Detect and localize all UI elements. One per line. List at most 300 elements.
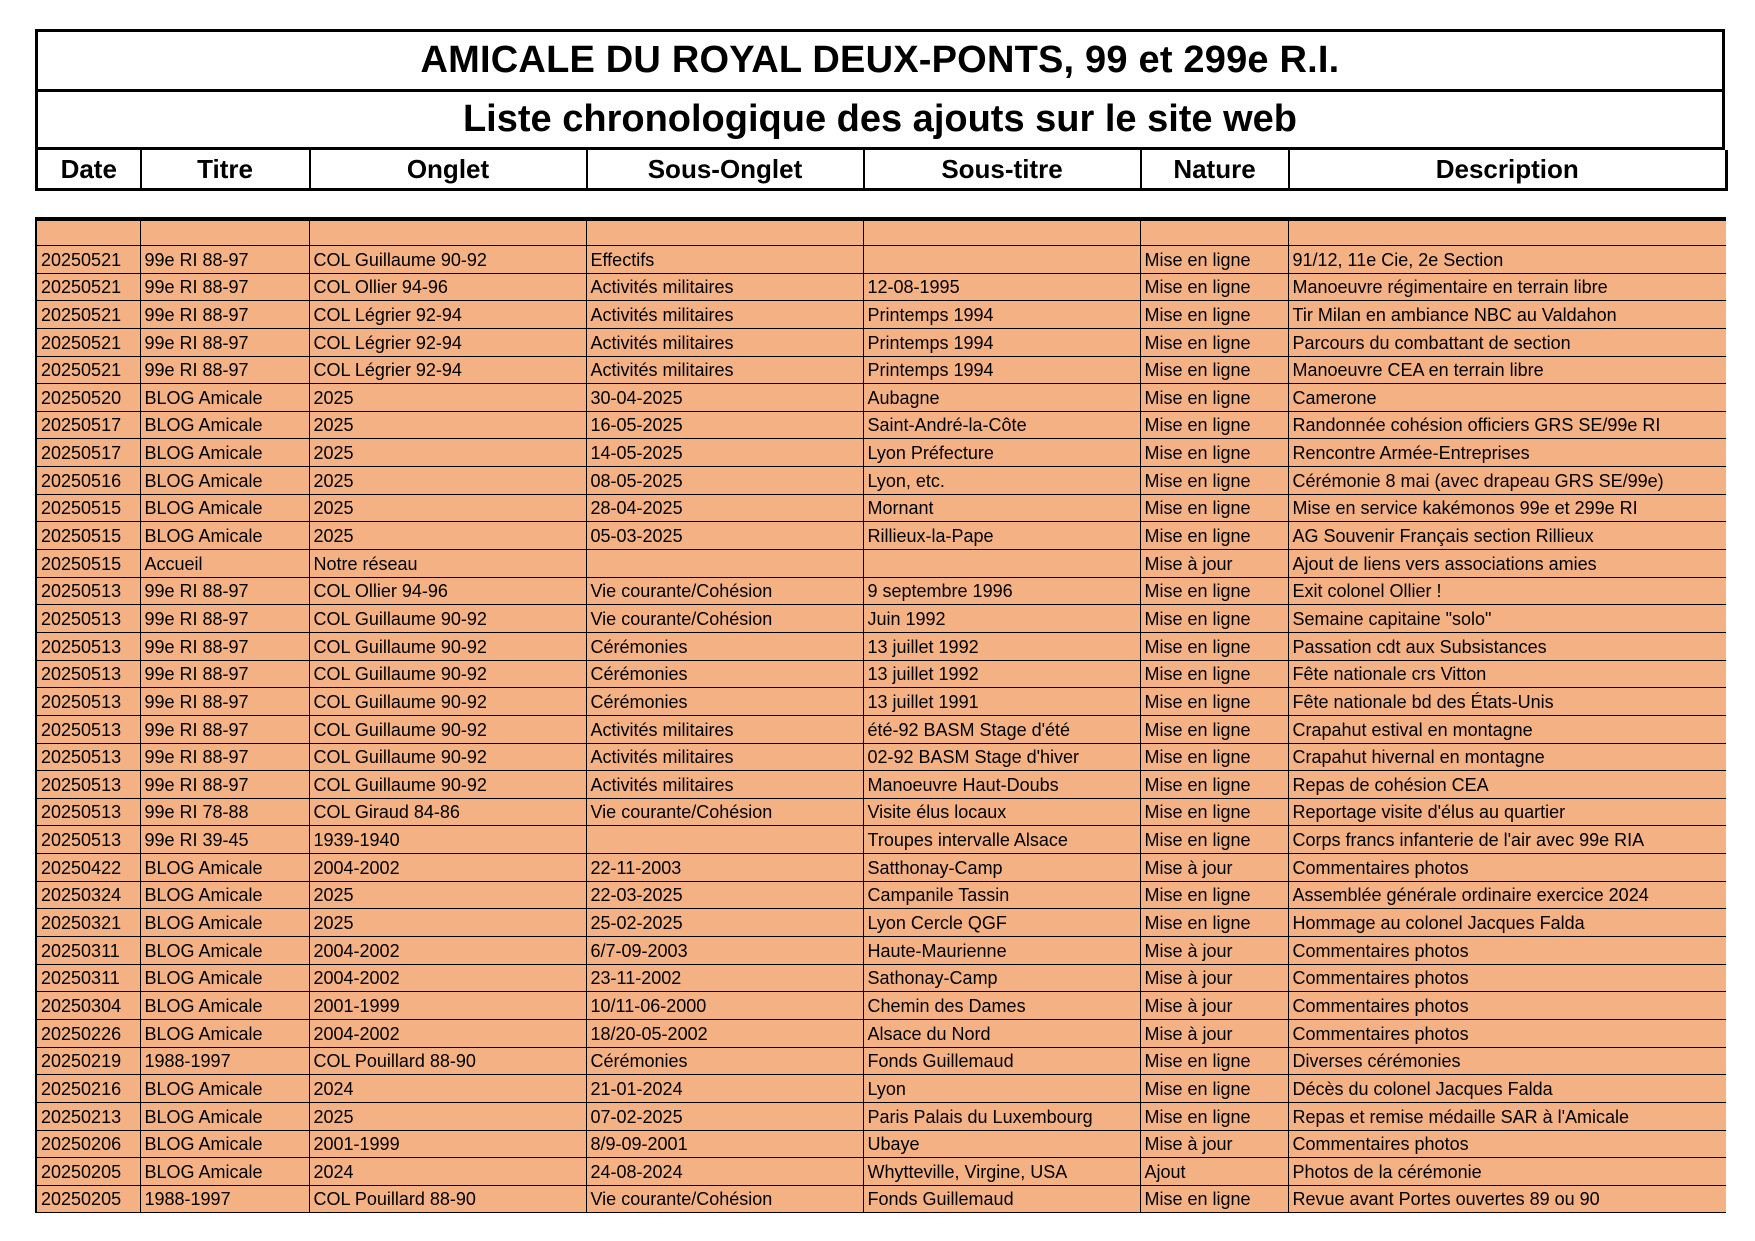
table-row [36, 881, 1726, 909]
cell-titre: BLOG Amicale [140, 1158, 309, 1186]
cell-sous-titre: Campanile Tassin [863, 881, 1140, 909]
cell-date: 20250205 [36, 1185, 140, 1213]
cell-date: 20250311 [36, 964, 140, 992]
cell-description: Tir Milan en ambiance NBC au Valdahon [1288, 301, 1726, 329]
column-header-titre: Titre [141, 150, 310, 190]
cell-onglet: 2001-1999 [309, 1130, 586, 1158]
cell-titre: 99e RI 88-97 [140, 356, 309, 384]
cell-onglet: COL Guillaume 90-92 [309, 715, 586, 743]
cell-sous-onglet: 07-02-2025 [586, 1102, 863, 1130]
cell-date: 20250513 [36, 771, 140, 799]
table-row [36, 1158, 1726, 1186]
cell-sous-titre: Rillieux-la-Pape [863, 522, 1140, 550]
cell-sous-titre: Paris Palais du Luxembourg [863, 1102, 1140, 1130]
cell-description: Manoeuvre régimentaire en terrain libre [1288, 273, 1726, 301]
cell-date: 20250513 [36, 660, 140, 688]
table-cell [36, 219, 140, 246]
cell-description: Repas de cohésion CEA [1288, 771, 1726, 799]
cell-nature: Mise en ligne [1140, 743, 1288, 771]
cell-date: 20250521 [36, 273, 140, 301]
cell-date: 20250521 [36, 328, 140, 356]
cell-nature: Mise en ligne [1140, 577, 1288, 605]
column-header-row [37, 150, 1727, 190]
cell-description: Commentaires photos [1288, 1019, 1726, 1047]
cell-date: 20250304 [36, 992, 140, 1020]
cell-description: 91/12, 11e Cie, 2e Section [1288, 246, 1726, 274]
cell-titre: 99e RI 88-97 [140, 328, 309, 356]
cell-titre: 99e RI 88-97 [140, 688, 309, 716]
cell-description: Rencontre Armée-Entreprises [1288, 439, 1726, 467]
table-row [36, 384, 1726, 412]
cell-description: Repas et remise médaille SAR à l'Amicale [1288, 1102, 1726, 1130]
cell-sous-onglet: Cérémonies [586, 660, 863, 688]
cell-date: 20250513 [36, 632, 140, 660]
column-header-sous-titre: Sous-titre [864, 150, 1141, 190]
table-row [36, 909, 1726, 937]
table-row [36, 605, 1726, 633]
cell-nature: Mise à jour [1140, 992, 1288, 1020]
cell-description: Passation cdt aux Subsistances [1288, 632, 1726, 660]
cell-sous-titre: Aubagne [863, 384, 1140, 412]
cell-sous-onglet: Activités militaires [586, 356, 863, 384]
cell-date: 20250520 [36, 384, 140, 412]
table-row [36, 1185, 1726, 1213]
column-header-sous-onglet: Sous-Onglet [587, 150, 864, 190]
column-header-table [35, 150, 1728, 191]
cell-titre: BLOG Amicale [140, 854, 309, 882]
table-row [36, 660, 1726, 688]
cell-date: 20250206 [36, 1130, 140, 1158]
table-row [36, 743, 1726, 771]
cell-nature: Mise en ligne [1140, 1075, 1288, 1103]
cell-sous-titre: 12-08-1995 [863, 273, 1140, 301]
cell-date: 20250513 [36, 605, 140, 633]
cell-sous-onglet: Effectifs [586, 246, 863, 274]
cell-description: Cérémonie 8 mai (avec drapeau GRS SE/99e) [1288, 467, 1726, 495]
table-row [36, 577, 1726, 605]
cell-onglet: 2004-2002 [309, 937, 586, 965]
cell-description: Ajout de liens vers associations amies [1288, 550, 1726, 578]
table-row [36, 246, 1726, 274]
cell-sous-onglet: 18/20-05-2002 [586, 1019, 863, 1047]
cell-onglet: 2004-2002 [309, 854, 586, 882]
cell-sous-onglet: 22-03-2025 [586, 881, 863, 909]
table-cell [1140, 219, 1288, 246]
cell-onglet: 1939-1940 [309, 826, 586, 854]
cell-onglet: COL Guillaume 90-92 [309, 771, 586, 799]
cell-onglet: COL Ollier 94-96 [309, 273, 586, 301]
cell-sous-onglet: 14-05-2025 [586, 439, 863, 467]
table-row [36, 1075, 1726, 1103]
cell-sous-titre: Satthonay-Camp [863, 854, 1140, 882]
document-title: AMICALE DU ROYAL DEUX-PONTS, 99 et 299e R.I. [35, 29, 1725, 89]
cell-nature: Mise en ligne [1140, 771, 1288, 799]
cell-sous-onglet: Vie courante/Cohésion [586, 1185, 863, 1213]
cell-titre: BLOG Amicale [140, 467, 309, 495]
cell-sous-titre: 02-92 BASM Stage d'hiver [863, 743, 1140, 771]
cell-sous-onglet: Vie courante/Cohésion [586, 798, 863, 826]
cell-date: 20250517 [36, 411, 140, 439]
cell-date: 20250521 [36, 301, 140, 329]
cell-sous-titre: Printemps 1994 [863, 301, 1140, 329]
cell-sous-titre: Whytteville, Virgine, USA [863, 1158, 1140, 1186]
cell-onglet: 2025 [309, 522, 586, 550]
cell-sous-titre: Sathonay-Camp [863, 964, 1140, 992]
column-header-date: Date [37, 150, 141, 190]
cell-nature: Ajout [1140, 1158, 1288, 1186]
cell-description: Commentaires photos [1288, 1130, 1726, 1158]
cell-nature: Mise en ligne [1140, 384, 1288, 412]
cell-sous-onglet: 23-11-2002 [586, 964, 863, 992]
cell-onglet: COL Giraud 84-86 [309, 798, 586, 826]
cell-sous-onglet: 22-11-2003 [586, 854, 863, 882]
cell-nature: Mise en ligne [1140, 494, 1288, 522]
cell-titre: 99e RI 78-88 [140, 798, 309, 826]
cell-sous-onglet: Cérémonies [586, 688, 863, 716]
cell-description: AG Souvenir Français section Rillieux [1288, 522, 1726, 550]
cell-date: 20250513 [36, 688, 140, 716]
cell-titre: BLOG Amicale [140, 909, 309, 937]
cell-date: 20250515 [36, 522, 140, 550]
cell-description: Crapahut estival en montagne [1288, 715, 1726, 743]
cell-description: Hommage au colonel Jacques Falda [1288, 909, 1726, 937]
cell-onglet: COL Guillaume 90-92 [309, 246, 586, 274]
cell-sous-onglet: 08-05-2025 [586, 467, 863, 495]
cell-nature: Mise en ligne [1140, 660, 1288, 688]
table-row [36, 411, 1726, 439]
cell-titre: 99e RI 88-97 [140, 660, 309, 688]
cell-sous-titre: Juin 1992 [863, 605, 1140, 633]
cell-sous-titre: Printemps 1994 [863, 356, 1140, 384]
table-cell [1288, 219, 1726, 246]
cell-date: 20250422 [36, 854, 140, 882]
cell-sous-titre: Saint-André-la-Côte [863, 411, 1140, 439]
cell-description: Randonnée cohésion officiers GRS SE/99e RI [1288, 411, 1726, 439]
cell-sous-titre: Printemps 1994 [863, 328, 1140, 356]
table-cell [863, 219, 1140, 246]
cell-date: 20250515 [36, 494, 140, 522]
cell-date: 20250219 [36, 1047, 140, 1075]
cell-sous-onglet: 28-04-2025 [586, 494, 863, 522]
cell-description: Commentaires photos [1288, 964, 1726, 992]
cell-sous-onglet [586, 826, 863, 854]
cell-sous-titre: 13 juillet 1992 [863, 632, 1140, 660]
cell-date: 20250321 [36, 909, 140, 937]
cell-sous-titre: été-92 BASM Stage d'été [863, 715, 1140, 743]
cell-nature: Mise à jour [1140, 937, 1288, 965]
cell-sous-titre: Haute-Maurienne [863, 937, 1140, 965]
cell-onglet: 2025 [309, 881, 586, 909]
cell-titre: BLOG Amicale [140, 439, 309, 467]
cell-description: Mise en service kakémonos 99e et 299e RI [1288, 494, 1726, 522]
cell-onglet: Notre réseau [309, 550, 586, 578]
cell-nature: Mise en ligne [1140, 439, 1288, 467]
cell-description: Revue avant Portes ouvertes 89 ou 90 [1288, 1185, 1726, 1213]
cell-description: Parcours du combattant de section [1288, 328, 1726, 356]
table-row [36, 1019, 1726, 1047]
cell-sous-titre: 13 juillet 1991 [863, 688, 1140, 716]
table-row [36, 964, 1726, 992]
table-cell [309, 219, 586, 246]
cell-sous-onglet: 8/9-09-2001 [586, 1130, 863, 1158]
cell-sous-onglet [586, 550, 863, 578]
table-row [36, 356, 1726, 384]
cell-date: 20250513 [36, 743, 140, 771]
cell-date: 20250513 [36, 826, 140, 854]
cell-onglet: COL Légrier 92-94 [309, 328, 586, 356]
cell-titre: BLOG Amicale [140, 494, 309, 522]
cell-sous-titre: 9 septembre 1996 [863, 577, 1140, 605]
cell-sous-onglet: Cérémonies [586, 632, 863, 660]
cell-onglet: 2024 [309, 1158, 586, 1186]
cell-titre: BLOG Amicale [140, 522, 309, 550]
cell-nature: Mise en ligne [1140, 715, 1288, 743]
cell-description: Exit colonel Ollier ! [1288, 577, 1726, 605]
cell-onglet: 2025 [309, 439, 586, 467]
cell-sous-titre [863, 550, 1140, 578]
cell-sous-titre: Lyon Préfecture [863, 439, 1140, 467]
cell-date: 20250521 [36, 246, 140, 274]
cell-titre: BLOG Amicale [140, 881, 309, 909]
cell-onglet: 2004-2002 [309, 964, 586, 992]
data-table-wrapper [35, 217, 1725, 1213]
table-cell [140, 219, 309, 246]
cell-nature: Mise en ligne [1140, 1047, 1288, 1075]
cell-sous-onglet: Activités militaires [586, 743, 863, 771]
cell-sous-onglet: 05-03-2025 [586, 522, 863, 550]
cell-sous-titre: Manoeuvre Haut-Doubs [863, 771, 1140, 799]
table-row [36, 1102, 1726, 1130]
cell-titre: BLOG Amicale [140, 1019, 309, 1047]
cell-description: Décès du colonel Jacques Falda [1288, 1075, 1726, 1103]
cell-onglet: COL Guillaume 90-92 [309, 743, 586, 771]
cell-sous-onglet: Vie courante/Cohésion [586, 605, 863, 633]
cell-description: Manoeuvre CEA en terrain libre [1288, 356, 1726, 384]
cell-nature: Mise en ligne [1140, 909, 1288, 937]
cell-titre: 1988-1997 [140, 1185, 309, 1213]
cell-description: Corps francs infanterie de l'air avec 99e RIA [1288, 826, 1726, 854]
cell-onglet: 2025 [309, 1102, 586, 1130]
cell-onglet: COL Ollier 94-96 [309, 577, 586, 605]
cell-titre: BLOG Amicale [140, 937, 309, 965]
cell-description: Commentaires photos [1288, 992, 1726, 1020]
cell-titre: BLOG Amicale [140, 411, 309, 439]
cell-onglet: COL Guillaume 90-92 [309, 632, 586, 660]
cell-sous-onglet: Activités militaires [586, 301, 863, 329]
table-row [36, 1130, 1726, 1158]
cell-titre: 99e RI 88-97 [140, 743, 309, 771]
cell-titre: BLOG Amicale [140, 964, 309, 992]
column-header-description: Description [1435, 153, 1579, 184]
cell-nature: Mise en ligne [1140, 273, 1288, 301]
cell-sous-titre: Fonds Guillemaud [863, 1047, 1140, 1075]
cell-nature: Mise à jour [1140, 964, 1288, 992]
cell-nature: Mise à jour [1140, 854, 1288, 882]
cell-sous-titre: Lyon, etc. [863, 467, 1140, 495]
cell-date: 20250311 [36, 937, 140, 965]
cell-date: 20250516 [36, 467, 140, 495]
cell-description: Semaine capitaine "solo" [1288, 605, 1726, 633]
cell-description: Diverses cérémonies [1288, 1047, 1726, 1075]
cell-date: 20250517 [36, 439, 140, 467]
cell-onglet: 2025 [309, 411, 586, 439]
cell-description: Assemblée générale ordinaire exercice 2024 [1288, 881, 1726, 909]
table-row [36, 273, 1726, 301]
cell-nature: Mise en ligne [1140, 1185, 1288, 1213]
cell-description: Photos de la cérémonie [1288, 1158, 1726, 1186]
cell-onglet: COL Guillaume 90-92 [309, 660, 586, 688]
table-row [36, 992, 1726, 1020]
cell-sous-onglet: 24-08-2024 [586, 1158, 863, 1186]
cell-nature: Mise en ligne [1140, 467, 1288, 495]
table-row [36, 798, 1726, 826]
cell-onglet: 2024 [309, 1075, 586, 1103]
cell-titre: 99e RI 88-97 [140, 301, 309, 329]
cell-nature: Mise en ligne [1140, 522, 1288, 550]
cell-onglet: COL Guillaume 90-92 [309, 688, 586, 716]
cell-sous-onglet: 21-01-2024 [586, 1075, 863, 1103]
cell-onglet: 2025 [309, 467, 586, 495]
cell-nature: Mise à jour [1140, 1019, 1288, 1047]
cell-nature: Mise en ligne [1140, 798, 1288, 826]
cell-sous-titre [863, 246, 1140, 274]
cell-onglet: 2025 [309, 384, 586, 412]
table-row [36, 1047, 1726, 1075]
cell-nature: Mise en ligne [1140, 632, 1288, 660]
cell-description: Camerone [1288, 384, 1726, 412]
cell-description: Reportage visite d'élus au quartier [1288, 798, 1726, 826]
table-row [36, 688, 1726, 716]
blank-row [36, 219, 1726, 246]
cell-date: 20250513 [36, 798, 140, 826]
cell-titre: BLOG Amicale [140, 384, 309, 412]
cell-description: Crapahut hivernal en montagne [1288, 743, 1726, 771]
cell-onglet: COL Pouillard 88-90 [309, 1047, 586, 1075]
cell-sous-titre: 13 juillet 1992 [863, 660, 1140, 688]
cell-sous-titre: Alsace du Nord [863, 1019, 1140, 1047]
cell-nature: Mise en ligne [1140, 356, 1288, 384]
data-table [35, 217, 1726, 1213]
cell-nature: Mise en ligne [1140, 246, 1288, 274]
cell-titre: BLOG Amicale [140, 1130, 309, 1158]
cell-onglet: COL Légrier 92-94 [309, 301, 586, 329]
cell-nature: Mise à jour [1140, 1130, 1288, 1158]
cell-titre: 99e RI 88-97 [140, 605, 309, 633]
cell-onglet: 2025 [309, 909, 586, 937]
cell-date: 20250513 [36, 577, 140, 605]
cell-description: Fête nationale crs Vitton [1288, 660, 1726, 688]
cell-date: 20250521 [36, 356, 140, 384]
cell-sous-titre: Fonds Guillemaud [863, 1185, 1140, 1213]
cell-sous-titre: Visite élus locaux [863, 798, 1140, 826]
cell-nature: Mise en ligne [1140, 1102, 1288, 1130]
cell-sous-onglet: Activités militaires [586, 273, 863, 301]
cell-sous-titre: Ubaye [863, 1130, 1140, 1158]
cell-sous-titre: Lyon [863, 1075, 1140, 1103]
table-row [36, 715, 1726, 743]
cell-titre: 99e RI 88-97 [140, 273, 309, 301]
table-row [36, 826, 1726, 854]
cell-onglet: COL Guillaume 90-92 [309, 605, 586, 633]
cell-date: 20250226 [36, 1019, 140, 1047]
cell-onglet: COL Pouillard 88-90 [309, 1185, 586, 1213]
document-subtitle: Liste chronologique des ajouts sur le site web [35, 89, 1725, 150]
cell-sous-onglet: 10/11-06-2000 [586, 992, 863, 1020]
cell-sous-onglet: Vie courante/Cohésion [586, 577, 863, 605]
cell-titre: 99e RI 88-97 [140, 771, 309, 799]
cell-sous-onglet: 16-05-2025 [586, 411, 863, 439]
table-cell [586, 219, 863, 246]
cell-titre: 99e RI 88-97 [140, 715, 309, 743]
table-row [36, 771, 1726, 799]
table-row [36, 854, 1726, 882]
table-row [36, 494, 1726, 522]
cell-sous-onglet: Activités militaires [586, 771, 863, 799]
document-header [35, 29, 1725, 191]
cell-titre: BLOG Amicale [140, 1102, 309, 1130]
cell-titre: 99e RI 88-97 [140, 632, 309, 660]
cell-nature: Mise en ligne [1140, 301, 1288, 329]
cell-sous-onglet: 6/7-09-2003 [586, 937, 863, 965]
cell-titre: Accueil [140, 550, 309, 578]
cell-onglet: 2001-1999 [309, 992, 586, 1020]
cell-date: 20250324 [36, 881, 140, 909]
cell-sous-onglet: Activités militaires [586, 328, 863, 356]
table-row [36, 328, 1726, 356]
cell-titre: 99e RI 88-97 [140, 246, 309, 274]
cell-sous-onglet: 30-04-2025 [586, 384, 863, 412]
cell-description: Commentaires photos [1288, 854, 1726, 882]
cell-sous-titre: Lyon Cercle QGF [863, 909, 1140, 937]
cell-titre: 99e RI 39-45 [140, 826, 309, 854]
table-row [36, 937, 1726, 965]
column-header-onglet: Onglet [310, 150, 587, 190]
cell-nature: Mise en ligne [1140, 826, 1288, 854]
cell-date: 20250216 [36, 1075, 140, 1103]
cell-sous-titre: Mornant [863, 494, 1140, 522]
table-row [36, 522, 1726, 550]
cell-date: 20250513 [36, 715, 140, 743]
cell-nature: Mise à jour [1140, 550, 1288, 578]
cell-sous-onglet: Activités militaires [586, 715, 863, 743]
table-row [36, 550, 1726, 578]
cell-sous-onglet: Cérémonies [586, 1047, 863, 1075]
cell-date: 20250205 [36, 1158, 140, 1186]
cell-nature: Mise en ligne [1140, 411, 1288, 439]
data-table-body [36, 219, 1726, 1213]
cell-nature: Mise en ligne [1140, 605, 1288, 633]
cell-titre: BLOG Amicale [140, 992, 309, 1020]
cell-nature: Mise en ligne [1140, 881, 1288, 909]
cell-date: 20250515 [36, 550, 140, 578]
cell-sous-titre: Chemin des Dames [863, 992, 1140, 1020]
cell-description: Fête nationale bd des États-Unis [1288, 688, 1726, 716]
cell-onglet: COL Légrier 92-94 [309, 356, 586, 384]
table-row [36, 467, 1726, 495]
table-row [36, 439, 1726, 467]
cell-nature: Mise en ligne [1140, 688, 1288, 716]
column-header-nature: Nature [1141, 150, 1289, 190]
cell-date: 20250213 [36, 1102, 140, 1130]
cell-titre: 99e RI 88-97 [140, 577, 309, 605]
cell-description: Commentaires photos [1288, 937, 1726, 965]
table-row [36, 632, 1726, 660]
cell-onglet: 2004-2002 [309, 1019, 586, 1047]
table-row [36, 301, 1726, 329]
cell-titre: 1988-1997 [140, 1047, 309, 1075]
cell-nature: Mise en ligne [1140, 328, 1288, 356]
cell-sous-titre: Troupes intervalle Alsace [863, 826, 1140, 854]
